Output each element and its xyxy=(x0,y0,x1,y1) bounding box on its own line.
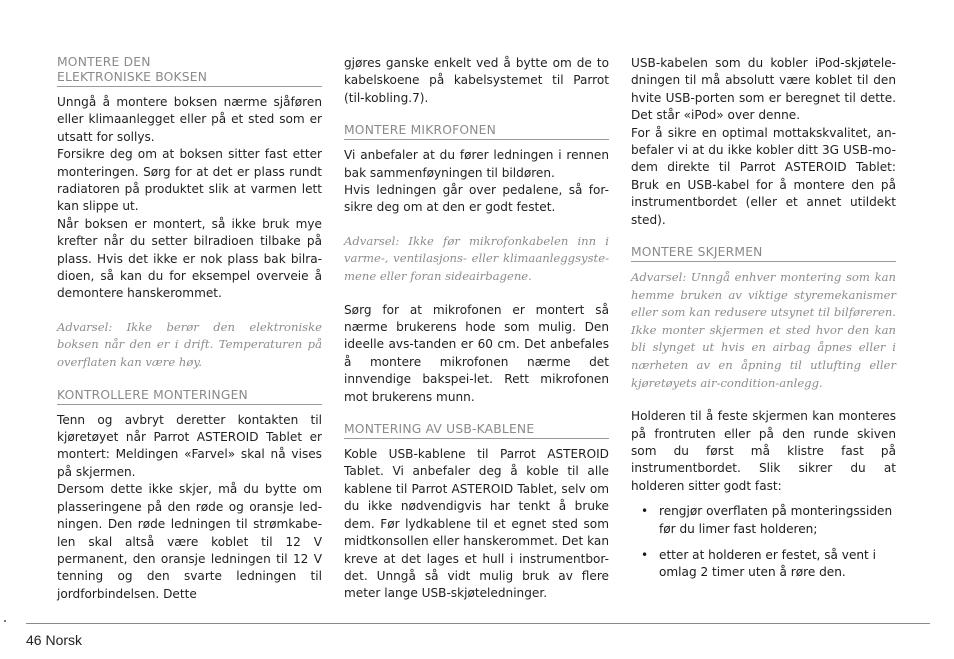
column-2 xyxy=(344,55,609,603)
warning-screen: Advarsel: Unngå enhver montering som kan hemme bruken av viktige styremekanismer eller som kan redusere utsynet til bilføreren. Ikke monter skjermen et sted hvor den kan bli slynget ut hvis en airbag åpnes eller i nærheten av en åpning til utlufting eller kjøretøyets air-condition-anlegg. xyxy=(631,270,896,390)
page-number-label: 46 Norsk xyxy=(26,632,83,648)
list-item-text: etter at holderen er festet, så vent i omlag 2 timer uten å røre den. xyxy=(659,548,877,580)
heading-mount-screen: MONTERE SKJERMEN xyxy=(631,245,896,262)
list-item xyxy=(631,503,896,538)
paragraph-microphone-position: Sørg for at mikrofonen er montert så nærme brukerens hode som mulig. Den ideelle avs-tanden er 60 cm. Det anbefales å montere mikrofonen nærme det innvendige bakspei-let. Rett mikrofonen mot brukerens munn. xyxy=(344,302,609,404)
crop-mark xyxy=(4,620,6,622)
heading-mount-microphone: MONTERE MIKROFONEN xyxy=(344,123,609,140)
paragraph-check-installation: Tenn og avbryt deretter kontakten til kjøretøyet når Parrot ASTEROID Tablet er montert: Meldingen «Farvel» skal nå vises på skjermen. Dersom dette ikke skjer, må du bytte om plasseringene på den røde og oransje led-ningen. Den røde ledningen til strømkabe-len skal altså være koblet til 12 V permanent, den oransje ledningen til 12 V tenning og den svarte ledningen til jordforbindelsen. Dette xyxy=(57,412,322,601)
paragraph-usb-ipod: USB-kabelen som du kobler iPod-skjøtele-dningen til må absolutt være koblet til den hvite USB-porten som er beregnet til dette. Det står «iPod» over denne. For å sikre en optimal mottakskvalitet, an-befaler vi at du ikke kobler ditt 3G USB-mo-dem direkte til Parrot ASTEROID Tablet: Bruk en USB-kabel for å montere den på instrumentbordet (eller et annet utildekt sted). xyxy=(631,56,896,227)
paragraph-screen-holder: Holderen til å feste skjermen kan monteres på frontruten eller på den runde skiven som du først må klistre fast på instrumentbordet. Slik sikrer du at holderen sitter godt fast: xyxy=(631,409,896,493)
list-item xyxy=(631,547,896,582)
column-1 xyxy=(57,55,322,603)
heading-check-installation: KONTROLLERE MONTERINGEN xyxy=(57,388,322,405)
list-item-text: rengjør overflaten på monteringssiden før du limer fast holderen; xyxy=(659,504,893,536)
bullet-icon: • xyxy=(641,548,649,563)
warning-microphone: Advarsel: Ikke før mikrofonkabelen inn i varme-, ventilasjons- eller klimaanleggsyste-mene eller foran sideairbagene. xyxy=(344,233,609,284)
footer-divider xyxy=(26,623,930,624)
heading-mount-electronic-box: MONTERE DEN ELEKTRONISKE BOKSEN xyxy=(57,55,322,87)
heading-usb-cables: MONTERING AV USB-KABLENE xyxy=(344,422,609,439)
bullet-icon: • xyxy=(641,504,649,519)
warning-electronic-box: Advarsel: Ikke berør den elektroniske boksen når den er i drift. Temperaturen på overflaten kan være høy. xyxy=(57,319,322,370)
paragraph-usb-cables: Koble USB-kablene til Parrot ASTEROID Tablet. Vi anbefaler deg å koble til alle kablene til Parrot ASTEROID Tablet, selv om du ikke nødvendigvis har tenkt å bruke dem. Før lydkablene til et egnet sted som midtkonsollen eller hanskerommet. Det kan kreve at det lages et hull i instrumentbor-det. Unngå så vidt mulig bruk av flere meter lange USB-skjøteledninger. xyxy=(344,447,609,601)
paragraph-microphone-cable: Vi anbefaler at du fører ledningen i rennen bak sammenføyningen til bildøren. Hvis ledningen går over pedalene, så for-sikre deg om at den er godt festet. xyxy=(344,148,609,215)
column-3 xyxy=(631,55,896,591)
paragraph-continued: gjøres ganske enkelt ved å bytte om de to kabelskoene på kabelsystemet til Parrot (til-kobling.7). xyxy=(344,56,609,105)
paragraph-electronic-box: Unngå å montere boksen nærme sjåføren eller klimaanlegget eller på et sted som er utsatt for sollys. Forsikre deg om at boksen sitter fast etter monteringen. Sørg for at det er plass rundt radiatoren på produktet slik at varmen lett kan slippe ut. Når boksen er montert, så ikke bruk mye krefter når du setter bilradioen tilbake på plass. Hvis det ikke er nok plass bak bilra-dioen, så kan du for eksempel overveie å demontere hanskerommet. xyxy=(57,95,322,301)
instruction-list xyxy=(631,503,896,582)
